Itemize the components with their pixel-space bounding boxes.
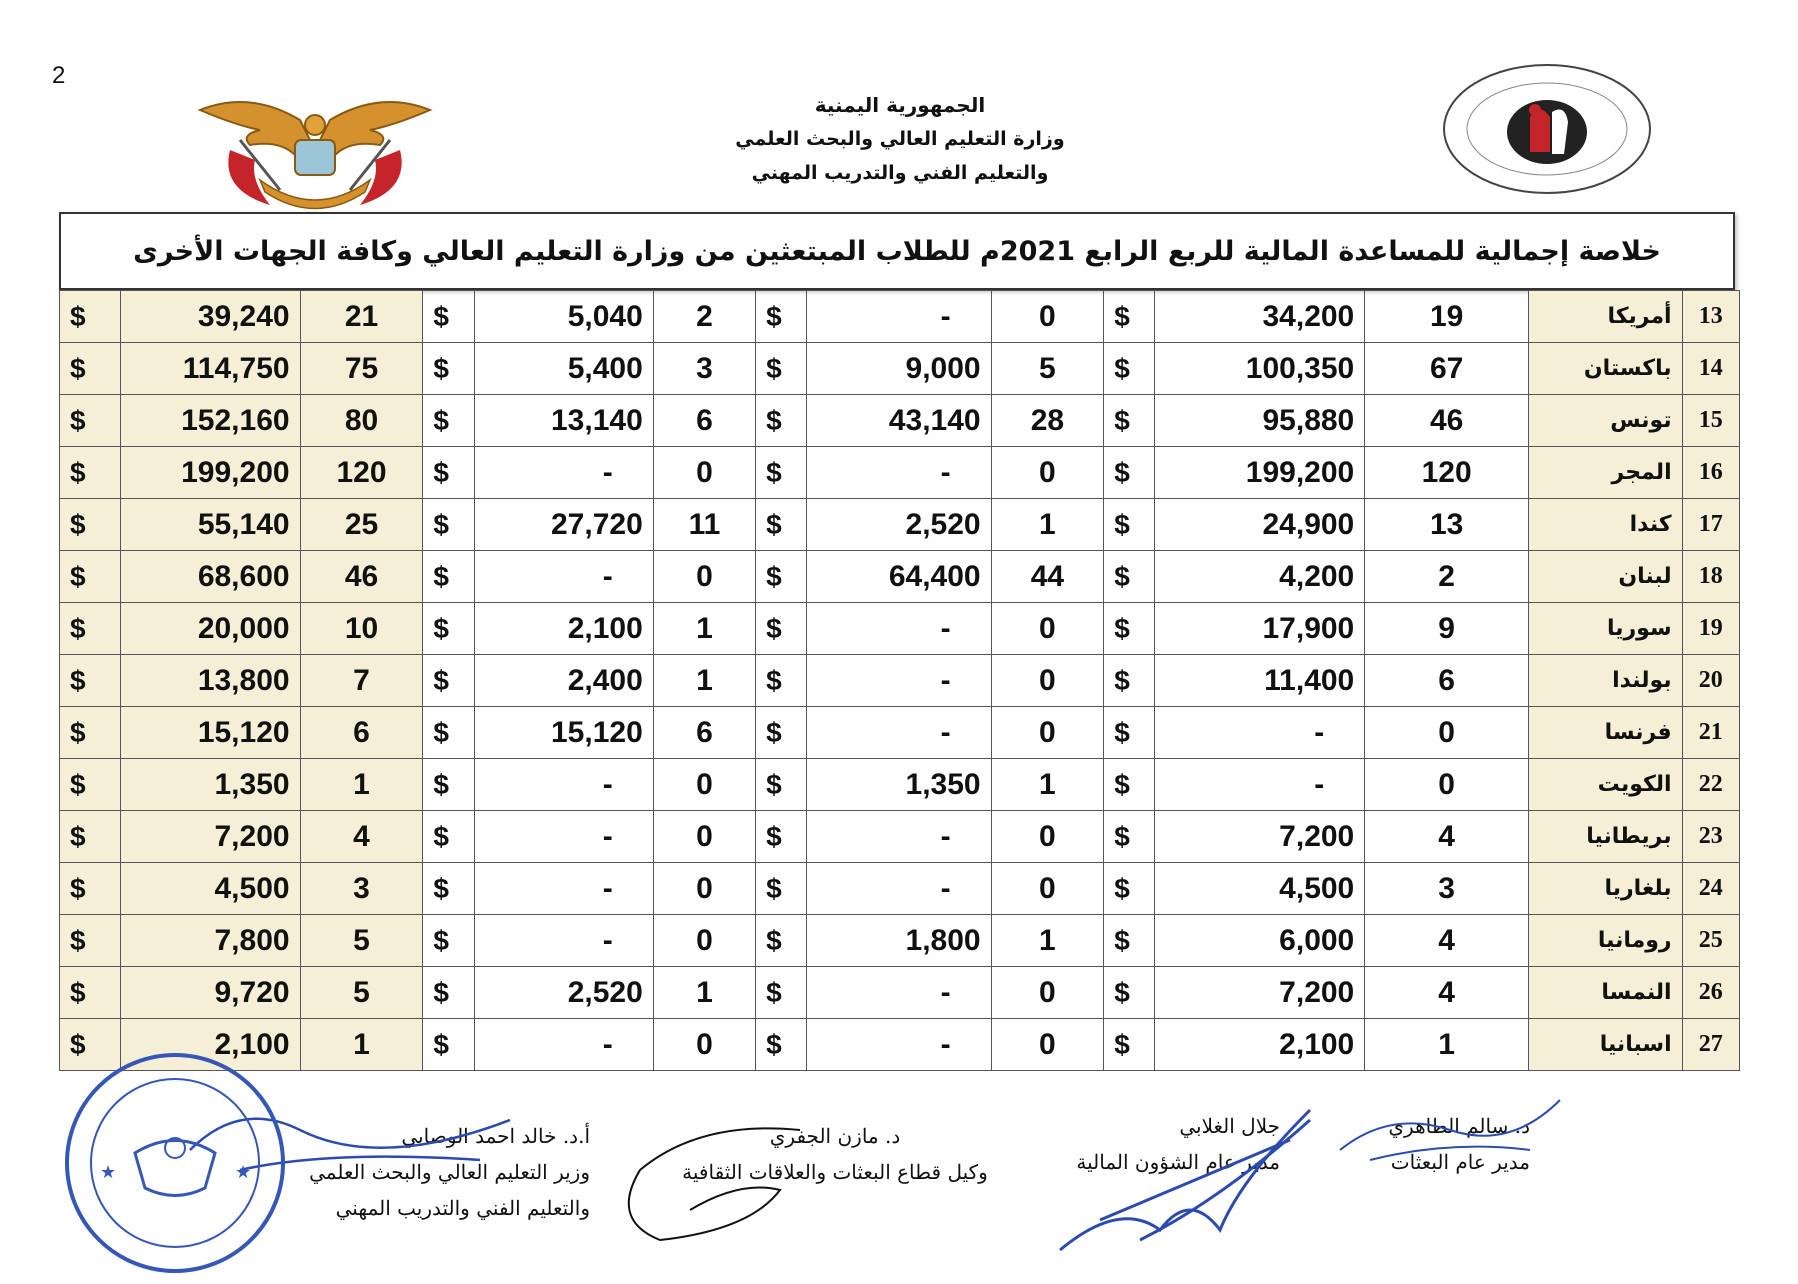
group1-amount: 17,900: [1155, 603, 1365, 655]
table-row: [60, 863, 1740, 915]
country-name: باكستان: [1529, 343, 1683, 395]
row-index: 23: [1682, 811, 1739, 863]
total-count: 5: [300, 967, 423, 1019]
group1-amount: 4,200: [1155, 551, 1365, 603]
signature-role-2: والتعليم الفني والتدريب المهني: [335, 1196, 590, 1220]
group2-count: 0: [991, 1019, 1104, 1071]
currency-symbol: $: [1104, 447, 1155, 499]
total-amount: 2,100: [121, 1019, 300, 1071]
total-amount: 20,000: [121, 603, 300, 655]
group3-count: 1: [653, 967, 755, 1019]
total-amount: 4,500: [121, 863, 300, 915]
country-name: اسبانيا: [1529, 1019, 1683, 1071]
currency-symbol: $: [60, 499, 121, 551]
signature-role: مدير عام الشؤون المالية: [1076, 1150, 1280, 1174]
group2-amount: -: [807, 447, 991, 499]
header-line-2: وزارة التعليم العالي والبحث العلمي: [735, 128, 1065, 150]
group1-count: 19: [1365, 291, 1529, 343]
currency-symbol: $: [60, 915, 121, 967]
total-amount: 39,240: [121, 291, 300, 343]
group1-count: 4: [1365, 915, 1529, 967]
group3-count: 0: [653, 863, 755, 915]
currency-symbol: $: [756, 915, 807, 967]
total-count: 46: [300, 551, 423, 603]
signature-name: د. مازن الجفري: [769, 1124, 901, 1148]
currency-symbol: $: [60, 1019, 121, 1071]
financial-aid-table: [59, 290, 1740, 1071]
group3-count: 1: [653, 603, 755, 655]
group1-amount: 4,500: [1155, 863, 1365, 915]
svg-text:★: ★: [100, 1162, 117, 1183]
group2-count: 28: [991, 395, 1104, 447]
currency-symbol: $: [756, 759, 807, 811]
signature-block-deputy: [660, 1118, 1010, 1190]
currency-symbol: $: [423, 759, 474, 811]
group1-amount: 100,350: [1155, 343, 1365, 395]
currency-symbol: $: [1104, 603, 1155, 655]
country-name: رومانيا: [1529, 915, 1683, 967]
total-amount: 1,350: [121, 759, 300, 811]
ministry-header: [700, 88, 1100, 190]
svg-text:★: ★: [235, 1162, 252, 1183]
table-row: [60, 759, 1740, 811]
total-amount: 13,800: [121, 655, 300, 707]
group2-count: 0: [991, 655, 1104, 707]
group2-count: 0: [991, 707, 1104, 759]
group2-amount: -: [807, 863, 991, 915]
official-stamp-icon: [60, 1048, 290, 1278]
group3-amount: 2,520: [474, 967, 653, 1019]
group3-count: 0: [653, 915, 755, 967]
group2-amount: 1,350: [807, 759, 991, 811]
table-row: [60, 655, 1740, 707]
country-name: تونس: [1529, 395, 1683, 447]
group2-amount: 43,140: [807, 395, 991, 447]
currency-symbol: $: [756, 1019, 807, 1071]
table-row: [60, 447, 1740, 499]
group1-count: 0: [1365, 707, 1529, 759]
total-amount: 152,160: [121, 395, 300, 447]
signature-role: وكيل قطاع البعثات والعلاقات الثقافية: [682, 1160, 988, 1184]
group2-amount: -: [807, 1019, 991, 1071]
group3-count: 0: [653, 1019, 755, 1071]
country-name: بريطانيا: [1529, 811, 1683, 863]
country-name: فرنسا: [1529, 707, 1683, 759]
signature-name: د. سالم الطاهري: [1388, 1114, 1530, 1138]
group2-count: 5: [991, 343, 1104, 395]
group2-amount: 2,520: [807, 499, 991, 551]
currency-symbol: $: [1104, 395, 1155, 447]
group3-amount: -: [474, 551, 653, 603]
total-count: 3: [300, 863, 423, 915]
country-name: بلغاريا: [1529, 863, 1683, 915]
total-count: 1: [300, 1019, 423, 1071]
currency-symbol: $: [60, 759, 121, 811]
signature-name: جلال الغلابي: [1179, 1114, 1280, 1138]
group2-count: 0: [991, 967, 1104, 1019]
currency-symbol: $: [60, 603, 121, 655]
table-row: [60, 291, 1740, 343]
row-index: 20: [1682, 655, 1739, 707]
currency-symbol: $: [756, 811, 807, 863]
signature-block-missions-director: [1330, 1108, 1530, 1180]
group1-amount: 7,200: [1155, 811, 1365, 863]
currency-symbol: $: [423, 863, 474, 915]
table-row: [60, 707, 1740, 759]
total-count: 1: [300, 759, 423, 811]
row-index: 26: [1682, 967, 1739, 1019]
group2-amount: 9,000: [807, 343, 991, 395]
group3-amount: -: [474, 759, 653, 811]
currency-symbol: $: [423, 707, 474, 759]
group2-amount: -: [807, 291, 991, 343]
total-count: 6: [300, 707, 423, 759]
ministry-logo-icon: [1440, 62, 1655, 197]
currency-symbol: $: [756, 551, 807, 603]
currency-symbol: $: [423, 915, 474, 967]
group2-amount: -: [807, 655, 991, 707]
currency-symbol: $: [756, 291, 807, 343]
total-count: 10: [300, 603, 423, 655]
country-name: سوريا: [1529, 603, 1683, 655]
currency-symbol: $: [60, 343, 121, 395]
group1-count: 13: [1365, 499, 1529, 551]
group1-count: 1: [1365, 1019, 1529, 1071]
group3-count: 3: [653, 343, 755, 395]
row-index: 24: [1682, 863, 1739, 915]
currency-symbol: $: [423, 395, 474, 447]
table-body: [60, 291, 1740, 1071]
country-name: كندا: [1529, 499, 1683, 551]
signature-block-minister: [290, 1118, 590, 1226]
currency-symbol: $: [423, 447, 474, 499]
currency-symbol: $: [1104, 343, 1155, 395]
country-name: الكويت: [1529, 759, 1683, 811]
group1-count: 2: [1365, 551, 1529, 603]
group2-count: 0: [991, 863, 1104, 915]
group1-count: 6: [1365, 655, 1529, 707]
currency-symbol: $: [756, 343, 807, 395]
currency-symbol: $: [60, 811, 121, 863]
group2-amount: 64,400: [807, 551, 991, 603]
row-index: 13: [1682, 291, 1739, 343]
group3-amount: -: [474, 1019, 653, 1071]
table-row: [60, 1019, 1740, 1071]
currency-symbol: $: [756, 499, 807, 551]
total-amount: 7,800: [121, 915, 300, 967]
row-index: 14: [1682, 343, 1739, 395]
total-amount: 68,600: [121, 551, 300, 603]
currency-symbol: $: [423, 967, 474, 1019]
table-row: [60, 395, 1740, 447]
currency-symbol: $: [423, 343, 474, 395]
currency-symbol: $: [1104, 499, 1155, 551]
currency-symbol: $: [756, 447, 807, 499]
currency-symbol: $: [1104, 811, 1155, 863]
currency-symbol: $: [60, 291, 121, 343]
group1-amount: 24,900: [1155, 499, 1365, 551]
group2-count: 44: [991, 551, 1104, 603]
page-number: 2: [52, 62, 66, 89]
currency-symbol: $: [756, 655, 807, 707]
group1-count: 67: [1365, 343, 1529, 395]
group1-amount: 11,400: [1155, 655, 1365, 707]
total-amount: 9,720: [121, 967, 300, 1019]
group3-amount: -: [474, 811, 653, 863]
group2-amount: -: [807, 967, 991, 1019]
group3-amount: 27,720: [474, 499, 653, 551]
currency-symbol: $: [1104, 759, 1155, 811]
currency-symbol: $: [756, 863, 807, 915]
currency-symbol: $: [60, 447, 121, 499]
group1-count: 4: [1365, 811, 1529, 863]
row-index: 15: [1682, 395, 1739, 447]
currency-symbol: $: [60, 707, 121, 759]
currency-symbol: $: [1104, 863, 1155, 915]
total-count: 25: [300, 499, 423, 551]
group1-count: 0: [1365, 759, 1529, 811]
group1-amount: 199,200: [1155, 447, 1365, 499]
currency-symbol: $: [60, 863, 121, 915]
group2-count: 1: [991, 499, 1104, 551]
group2-amount: -: [807, 811, 991, 863]
group3-amount: 2,400: [474, 655, 653, 707]
currency-symbol: $: [1104, 967, 1155, 1019]
yemen-eagle-emblem-icon: [180, 80, 450, 220]
total-count: 120: [300, 447, 423, 499]
currency-symbol: $: [756, 967, 807, 1019]
group2-count: 0: [991, 447, 1104, 499]
currency-symbol: $: [1104, 551, 1155, 603]
group1-amount: 95,880: [1155, 395, 1365, 447]
currency-symbol: $: [60, 967, 121, 1019]
group1-count: 3: [1365, 863, 1529, 915]
currency-symbol: $: [1104, 291, 1155, 343]
country-name: النمسا: [1529, 967, 1683, 1019]
total-count: 4: [300, 811, 423, 863]
total-amount: 114,750: [121, 343, 300, 395]
total-count: 7: [300, 655, 423, 707]
country-name: لبنان: [1529, 551, 1683, 603]
group1-amount: 6,000: [1155, 915, 1365, 967]
group3-amount: -: [474, 863, 653, 915]
total-count: 21: [300, 291, 423, 343]
group3-amount: 2,100: [474, 603, 653, 655]
currency-symbol: $: [423, 1019, 474, 1071]
group3-count: 6: [653, 707, 755, 759]
group3-count: 1: [653, 655, 755, 707]
header-line-3: والتعليم الفني والتدريب المهني: [751, 162, 1049, 184]
group1-amount: 7,200: [1155, 967, 1365, 1019]
signature-block-finance-director: [1050, 1108, 1280, 1180]
group1-amount: -: [1155, 707, 1365, 759]
row-index: 27: [1682, 1019, 1739, 1071]
group1-amount: -: [1155, 759, 1365, 811]
group1-amount: 2,100: [1155, 1019, 1365, 1071]
table-row: [60, 915, 1740, 967]
signature-name: أ.د. خالد احمد الوصابي: [401, 1124, 590, 1148]
currency-symbol: $: [60, 551, 121, 603]
group1-count: 46: [1365, 395, 1529, 447]
country-name: أمريكا: [1529, 291, 1683, 343]
total-count: 75: [300, 343, 423, 395]
table-row: [60, 551, 1740, 603]
table-row: [60, 499, 1740, 551]
group2-amount: 1,800: [807, 915, 991, 967]
group2-amount: -: [807, 707, 991, 759]
total-amount: 199,200: [121, 447, 300, 499]
group3-count: 0: [653, 447, 755, 499]
currency-symbol: $: [423, 499, 474, 551]
row-index: 25: [1682, 915, 1739, 967]
currency-symbol: $: [1104, 915, 1155, 967]
table-row: [60, 811, 1740, 863]
total-amount: 7,200: [121, 811, 300, 863]
total-count: 80: [300, 395, 423, 447]
header-line-1: الجمهورية اليمنية: [814, 93, 986, 117]
group3-count: 0: [653, 811, 755, 863]
group2-count: 0: [991, 603, 1104, 655]
row-index: 19: [1682, 603, 1739, 655]
group3-count: 0: [653, 551, 755, 603]
group2-count: 1: [991, 915, 1104, 967]
total-amount: 15,120: [121, 707, 300, 759]
currency-symbol: $: [756, 395, 807, 447]
group2-count: 0: [991, 811, 1104, 863]
currency-symbol: $: [1104, 1019, 1155, 1071]
table-title: خلاصة إجمالية للمساعدة المالية للربع الرابع 2021م للطلاب المبتعثين من وزارة التعليم العالي وكافة الجهات الأخرى: [59, 212, 1735, 290]
currency-symbol: $: [423, 655, 474, 707]
currency-symbol: $: [1104, 655, 1155, 707]
group1-count: 4: [1365, 967, 1529, 1019]
total-amount: 55,140: [121, 499, 300, 551]
row-index: 22: [1682, 759, 1739, 811]
row-index: 21: [1682, 707, 1739, 759]
country-name: المجر: [1529, 447, 1683, 499]
row-index: 16: [1682, 447, 1739, 499]
group3-count: 2: [653, 291, 755, 343]
table-row: [60, 967, 1740, 1019]
row-index: 17: [1682, 499, 1739, 551]
group3-count: 6: [653, 395, 755, 447]
total-count: 5: [300, 915, 423, 967]
group3-amount: 15,120: [474, 707, 653, 759]
group2-amount: -: [807, 603, 991, 655]
row-index: 18: [1682, 551, 1739, 603]
currency-symbol: $: [423, 811, 474, 863]
signature-role: وزير التعليم العالي والبحث العلمي: [309, 1160, 590, 1184]
currency-symbol: $: [1104, 707, 1155, 759]
group2-count: 0: [991, 291, 1104, 343]
group1-count: 120: [1365, 447, 1529, 499]
currency-symbol: $: [423, 551, 474, 603]
table-row: [60, 343, 1740, 395]
country-name: بولندا: [1529, 655, 1683, 707]
currency-symbol: $: [756, 707, 807, 759]
group3-count: 11: [653, 499, 755, 551]
currency-symbol: $: [60, 395, 121, 447]
group2-count: 1: [991, 759, 1104, 811]
group1-amount: 34,200: [1155, 291, 1365, 343]
group3-count: 0: [653, 759, 755, 811]
currency-symbol: $: [756, 603, 807, 655]
group1-count: 9: [1365, 603, 1529, 655]
table-row: [60, 603, 1740, 655]
currency-symbol: $: [60, 655, 121, 707]
group3-amount: -: [474, 915, 653, 967]
group3-amount: -: [474, 447, 653, 499]
group3-amount: 5,400: [474, 343, 653, 395]
currency-symbol: $: [423, 603, 474, 655]
group3-amount: 5,040: [474, 291, 653, 343]
currency-symbol: $: [423, 291, 474, 343]
group3-amount: 13,140: [474, 395, 653, 447]
signature-role: مدير عام البعثات: [1390, 1150, 1530, 1174]
